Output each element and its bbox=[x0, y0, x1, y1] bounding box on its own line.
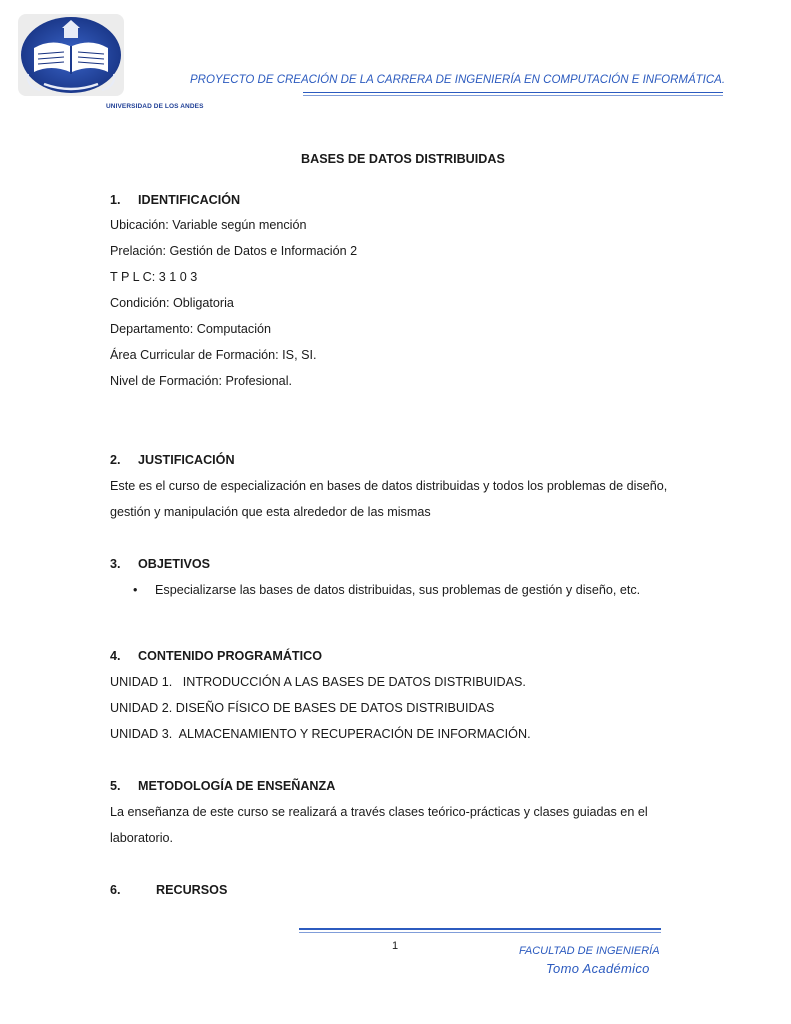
volume-label: Tomo Académico bbox=[546, 961, 650, 976]
identification-line: Ubicación: Variable según mención bbox=[110, 218, 307, 232]
section-number: 4. bbox=[110, 649, 121, 663]
section-heading bbox=[110, 192, 240, 208]
section-title: CONTENIDO PROGRAMÁTICO bbox=[138, 649, 323, 663]
footer-rule bbox=[299, 928, 661, 930]
section-number: 1. bbox=[110, 193, 121, 207]
unit-item: UNIDAD 3. ALMACENAMIENTO Y RECUPERACIÓN DE INFORMACIÓN. bbox=[110, 727, 531, 741]
section-heading bbox=[110, 648, 322, 664]
section-title: METODOLOGÍA DE ENSEÑANZA bbox=[138, 779, 336, 793]
paragraph-line: Este es el curso de especialización en bases de datos distribuidas y todos los problemas de diseño, bbox=[110, 479, 668, 493]
identification-line: Condición: Obligatoria bbox=[110, 296, 234, 310]
section-heading bbox=[110, 556, 210, 572]
faculty-label: FACULTAD DE INGENIERÍA bbox=[519, 945, 660, 957]
paragraph-line: laboratorio. bbox=[110, 831, 174, 845]
page-number: 1 bbox=[392, 940, 399, 952]
identification-line: T P L C: 3 1 0 3 bbox=[110, 270, 198, 284]
section-title: IDENTIFICACIÓN bbox=[138, 193, 241, 207]
header-rule-2 bbox=[303, 95, 723, 96]
section-heading bbox=[110, 452, 235, 468]
identification-line: Prelación: Gestión de Datos e Información 2 bbox=[110, 244, 358, 258]
paragraph-line: La enseñanza de este curso se realizará a través clases teórico-prácticas y clases guiadas en el bbox=[110, 805, 648, 819]
footer-rule-2 bbox=[299, 932, 661, 933]
objective-item: Especializarse las bases de datos distribuidas, sus problemas de gestión y diseño, etc. bbox=[155, 583, 641, 597]
identification-line: Área Curricular de Formación: IS, SI. bbox=[110, 348, 317, 362]
header-rule bbox=[303, 92, 723, 93]
paragraph-line: gestión y manipulación que esta alrededor de las mismas bbox=[110, 505, 431, 519]
document-title: BASES DE DATOS DISTRIBUIDAS bbox=[301, 152, 505, 166]
identification-line: Nivel de Formación: Profesional. bbox=[110, 374, 292, 388]
university-logo bbox=[18, 14, 124, 96]
identification-line: Departamento: Computación bbox=[110, 322, 272, 336]
unit-item: UNIDAD 2. DISEÑO FÍSICO DE BASES DE DATOS DISTRIBUIDAS bbox=[110, 701, 495, 715]
section-title: RECURSOS bbox=[156, 883, 228, 897]
bullet-icon: • bbox=[133, 583, 138, 597]
project-title: PROYECTO DE CREACIÓN DE LA CARRERA DE INGENIERÍA EN COMPUTACIÓN E INFORMÁTICA. bbox=[190, 74, 726, 86]
unit-item: UNIDAD 1. INTRODUCCIÓN A LAS BASES DE DATOS DISTRIBUIDAS. bbox=[110, 675, 526, 689]
section-number: 2. bbox=[110, 453, 121, 467]
section-heading bbox=[110, 778, 335, 794]
section-heading bbox=[110, 882, 227, 898]
section-number: 5. bbox=[110, 779, 121, 793]
section-title: OBJETIVOS bbox=[138, 557, 211, 571]
section-number: 6. bbox=[110, 883, 121, 897]
university-name: UNIVERSIDAD DE LOS ANDES bbox=[106, 103, 204, 110]
section-number: 3. bbox=[110, 557, 121, 571]
section-title: JUSTIFICACIÓN bbox=[138, 453, 235, 467]
